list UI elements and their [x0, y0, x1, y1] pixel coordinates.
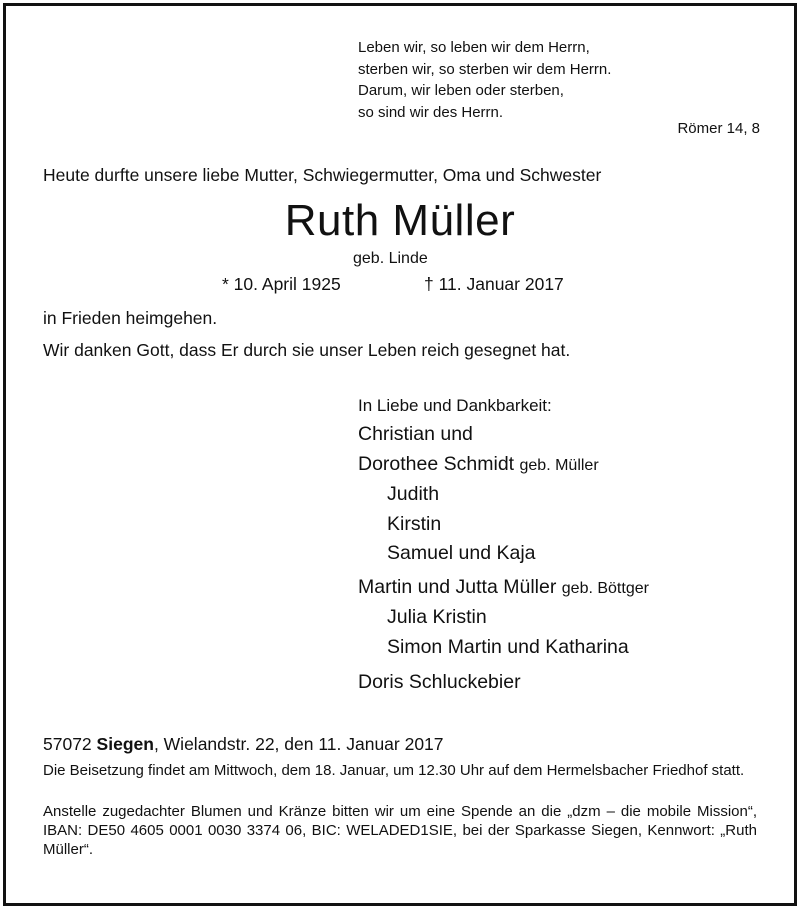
funeral-info: Die Beisetzung findet am Mittwoch, dem 18. Januar, um 12.30 Uhr auf dem Hermelsbacher Friedhof statt.: [43, 762, 745, 779]
mourners-block: [358, 395, 649, 698]
verse-source: Römer 14, 8: [677, 120, 760, 137]
verse-line: sterben wir, so sterben wir dem Herrn.: [358, 60, 612, 78]
mourner-name: Samuel und Kaja: [387, 542, 536, 564]
verse-line: Leben wir, so leben wir dem Herrn,: [358, 39, 590, 56]
intro-text: Heute durfte unsere liebe Mutter, Schwiegermutter, Oma und Schwester: [43, 165, 602, 185]
mourner-entry: [358, 510, 649, 540]
postcode: 57072: [43, 734, 92, 754]
mourner-name: Dorothee Schmidt: [358, 452, 515, 475]
mourner-name: Judith: [387, 483, 440, 505]
mourner-name: Doris Schluckebier: [358, 671, 521, 693]
mourner-entry: [358, 539, 649, 569]
city: Siegen: [96, 734, 154, 754]
verse-line: so sind wir des Herrn.: [358, 103, 504, 121]
donation-info: Anstelle zugedachter Blumen und Kränze bitten wir um eine Spende an die „dzm – die mobile Mission“, IBAN: DE50 4605 0001 0030 3374 06, BIC: WELADED1SIE, bei der Sparkasse Siegen, Kennwort: „Ruth Müller“.: [43, 803, 757, 858]
maiden-name: geb. Linde: [353, 250, 428, 267]
mourner-name: Simon Martin und Katharina: [387, 635, 629, 658]
mourner-entry: [358, 668, 649, 698]
mourner-name: Christian und: [358, 423, 473, 445]
deceased-name: Ruth Müller: [284, 196, 516, 245]
mourner-entry: [358, 420, 649, 450]
birth-date: * 10. April 1925: [222, 274, 341, 294]
mourner-entry: [358, 603, 649, 633]
death-date: † 11. Januar 2017: [424, 274, 564, 294]
mourner-entry: [358, 450, 649, 481]
mourner-name: Martin und Jutta Müller: [358, 575, 557, 598]
mourner-note: geb. Müller: [519, 456, 599, 474]
mourner-entry: [358, 480, 649, 510]
mourner-entry: [358, 633, 649, 663]
place-date-line: [43, 734, 444, 755]
peace-text: in Frieden heimgehen.: [43, 308, 218, 328]
verse-line: Darum, wir leben oder sterben,: [358, 82, 564, 99]
mourner-note: geb. Böttger: [561, 579, 649, 597]
address-date: , Wielandstr. 22, den 11. Januar 2017: [153, 734, 444, 754]
thanks-text: Wir danken Gott, dass Er durch sie unser Leben reich gesegnet hat.: [43, 340, 571, 360]
mourners-heading: In Liebe und Dankbarkeit:: [358, 396, 552, 415]
mourner-name: Julia Kristin: [387, 606, 487, 628]
mourner-entry: [358, 573, 649, 604]
mourner-name: Kirstin: [387, 512, 442, 535]
bible-verse: [358, 37, 611, 123]
